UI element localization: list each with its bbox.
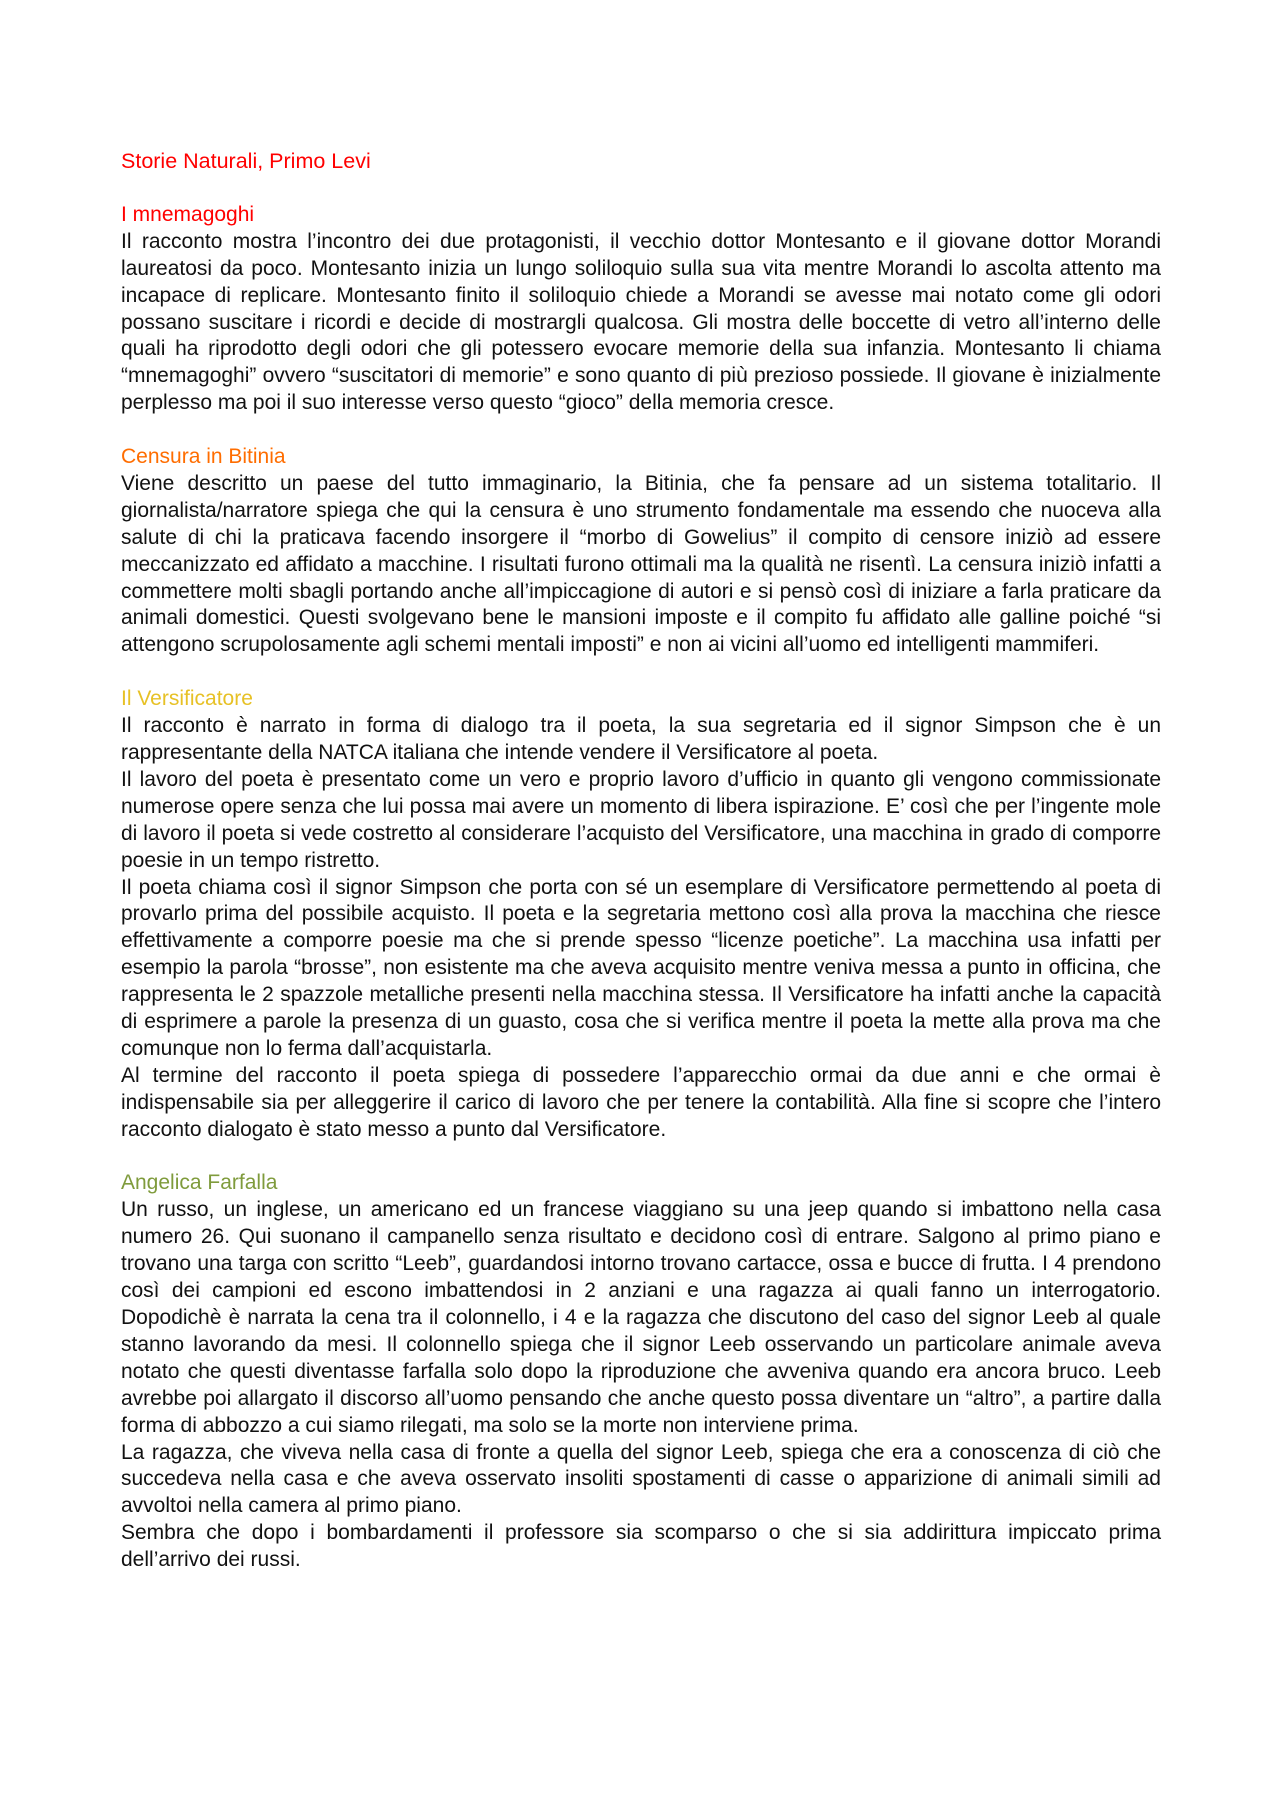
document-page: [121, 148, 1161, 1601]
section-heading: Censura in Bitinia: [121, 445, 286, 469]
section-heading: I mnemagoghi: [121, 202, 255, 226]
section-paragraph: Il racconto mostra l’incontro dei due protagonisti, il vecchio dottor Montesanto e il giovane dottor Morandi laureatosi da poco. Montesanto inizia un lungo soliloquio sulla sua vita mentre Morandi lo ascolta attento ma incapace di replicare. Montesanto finito il soliloquio chiede a Morandi se avesse mai notato come gli odori possano suscitare i ricordi e decide di mostrargli qualcosa. Gli mostra delle boccette di vetro all’interno delle quali ha riprodotto degli odori che gli potessero evocare memorie della sua infanzia. Montesanto li chiama “mnemagoghi” ovvero “suscitatori di memorie” e sono quanto di più prezioso possiede. Il giovane è inizialmente perplesso ma poi il suo interesse verso questo “gioco” della memoria cresce.: [121, 229, 1161, 415]
section-paragraph: La ragazza, che viveva nella casa di fronte a quella del signor Leeb, spiega che era a conoscenza di ciò che succedeva nella casa e che aveva osservato insoliti spostamenti di casse o apparizione di animali simili ad avvoltoi nella camera al primo piano.: [121, 1440, 1161, 1518]
section-paragraph: Sembra che dopo i bombardamenti il professore sia scomparso o che si sia addirittura impiccato prima dell’arrivo dei russi.: [121, 1521, 1161, 1572]
section-mnemagoghi: [121, 202, 1161, 417]
section-censura-in-bitinia: [121, 444, 1161, 659]
section-paragraph: Un russo, un inglese, un americano ed un francese viaggiano su una jeep quando si imbattono nella casa numero 26. Qui suonano il campanello senza risultato e decidono così di entrare. Salgono al primo piano e trovano una targa con scritto “Leeb”, guardandosi intorno trovano cartacce, ossa e bucce di frutta. I 4 prendono così dei campioni ed escono imbattendosi in 2 anziani e una ragazza ai quali fanno un interrogatorio. Dopodichè è narrata la cena tra il colonnello, i 4 e la ragazza che discutono del caso del signor Leeb al quale stanno lavorando da mesi. Il colonnello spiega che il signor Leeb osservando un particolare animale aveva notato che questi diventasse farfalla solo dopo la riproduzione che avveniva quando era ancora bruco. Leeb avrebbe poi allargato il discorso all’uomo pensando che anche questo possa diventare un “altro”, a partire dalla forma di abbozzo a cui siamo rilegati, ma solo se la morte non interviene prima.: [121, 1198, 1161, 1437]
section-paragraph: Viene descritto un paese del tutto immaginario, la Bitinia, che fa pensare ad un sistema totalitario. Il giornalista/narratore spiega che qui la censura è uno strumento fondamentale ma essendo che nuoceva alla salute di chi la praticava facendo insorgere il “morbo di Gowelius” il compito di censore iniziò ad essere meccanizzato ed affidato a macchine. I risultati furono ottimali ma la qualità ne risentì. La censura iniziò infatti a commettere molti sbagli portando anche all’impiccagione di autori e si pensò così di iniziare a farla praticare da animali domestici. Questi svolgevano bene le mansioni imposte e il compito fu affidato alle galline poiché “si attengono scrupolosamente agli schemi mentali imposti” e non ai vicini all’uomo ed intelligenti mammiferi.: [121, 471, 1161, 657]
section-paragraph: Il racconto è narrato in forma di dialogo tra il poeta, la sua segretaria ed il signor Simpson che è un rappresentante della NATCA italiana che intende vendere il Versificatore al poeta.: [121, 714, 1161, 764]
section-heading: Angelica Farfalla: [121, 1171, 278, 1195]
section-paragraph: Al termine del racconto il poeta spiega di possedere l’apparecchio ormai da due anni e che ormai è indispensabile sia per alleggerire il carico di lavoro che per tenere la contabilità. Alla fine si scopre che l’intero racconto dialogato è stato messo a punto dal Versificatore.: [121, 1063, 1161, 1141]
section-angelica-farfalla: [121, 1170, 1161, 1574]
section-il-versificatore: [121, 686, 1161, 1143]
section-paragraph: Il lavoro del poeta è presentato come un vero e proprio lavoro d’ufficio in quanto gli vengono commissionate numerose opere senza che lui possa mai avere un momento di libera ispirazione. E’ così che per l’ingente mole di lavoro il poeta si vede costretto al considerare l’acquisto del Versificatore, una macchina in grado di comporre poesie in un tempo ristretto.: [121, 767, 1161, 872]
section-paragraph: Il poeta chiama così il signor Simpson che porta con sé un esemplare di Versificatore permettendo al poeta di provarlo prima del possibile acquisto. Il poeta e la segretaria mettono così alla prova la macchina che riesce effettivamente a comporre poesie ma che si prende spesso “licenze poetiche”. La macchina usa infatti per esempio la parola “brosse”, non esistente ma che aveva acquisito mentre veniva messa a punto in officina, che rappresenta le 2 spazzole metalliche presenti nella macchina stessa. Il Versificatore ha infatti anche la capacità di esprimere a parole la presenza di un guasto, cosa che si verifica mentre il poeta la mette alla prova ma che comunque non lo ferma dall’acquistarla.: [121, 875, 1161, 1060]
section-heading: Il Versificatore: [121, 687, 253, 711]
document-title: Storie Naturali, Primo Levi: [121, 149, 371, 173]
